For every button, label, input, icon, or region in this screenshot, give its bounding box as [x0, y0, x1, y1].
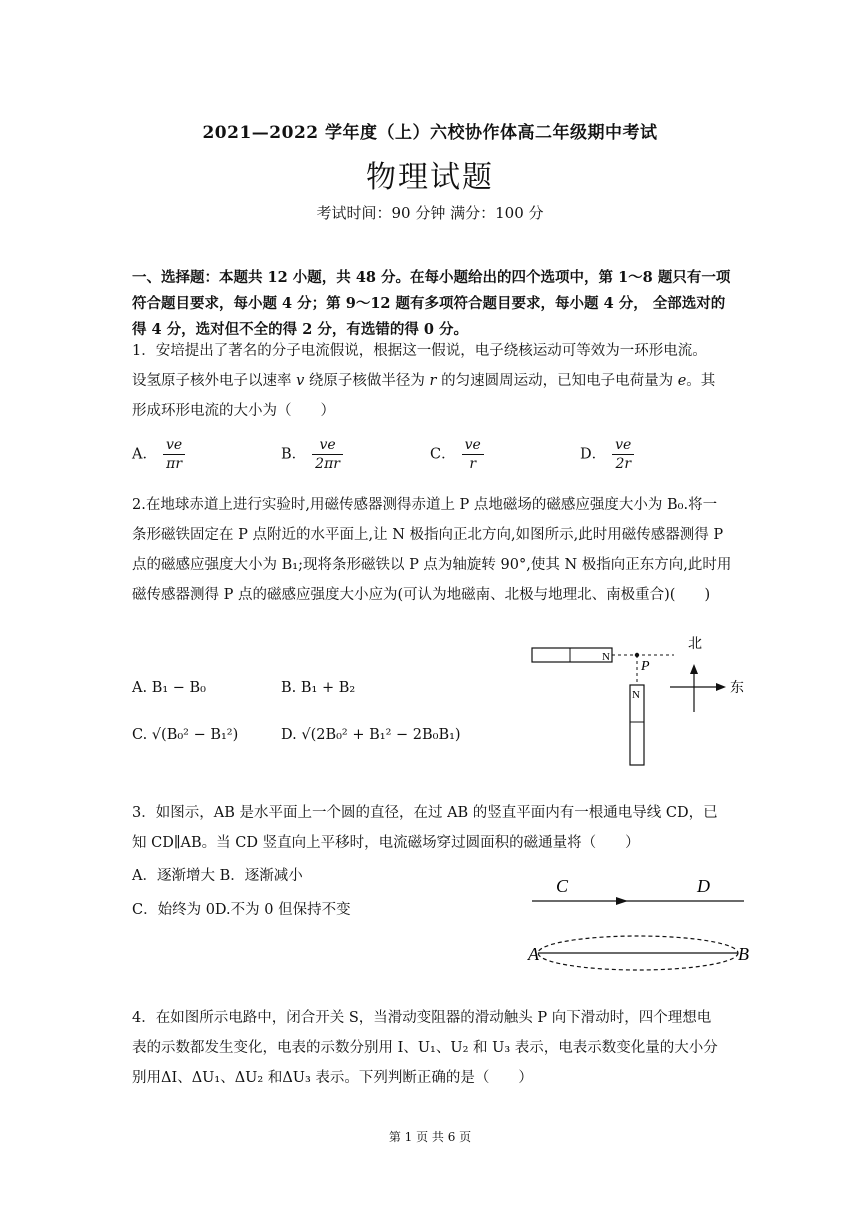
page-number: 第 1 页 共 6 页: [388, 1130, 472, 1144]
subject-title: 物理试题: [366, 160, 494, 195]
q2-line-1: 2.在地球赤道上进行实验时,用磁传感器测得赤道上 P 点地磁场的磁感应强度大小为 B₀.将一: [132, 497, 718, 513]
compass-east-label: 东: [730, 681, 744, 696]
current-arrow-icon: [616, 897, 628, 905]
label-c: C: [556, 876, 569, 896]
q2-line-3: 点的磁感应强度大小为 B₁;现将条形磁铁以 P 点为轴旋转 90°,使其 N 极指向正东方向,此时用: [132, 557, 732, 573]
exam-title: 2021—2022 学年度（上）六校协作体高二年级期中考试: [202, 123, 658, 143]
q4-line-3: 别用ΔI、ΔU₁、ΔU₂ 和ΔU₃ 表示。下列判断正确的是（ ）: [132, 1070, 533, 1086]
label-a: A: [528, 944, 539, 964]
compass-north-label: 北: [688, 637, 702, 652]
q2-magnet-figure: [526, 630, 776, 770]
question-3: [132, 798, 732, 858]
label-d: D: [697, 876, 710, 896]
horizontal-magnet-pole-label: N: [602, 651, 610, 663]
question-1: [132, 336, 732, 426]
point-p-label: P: [641, 659, 650, 674]
q3-options-cd: C．始终为 0D.不为 0 但保持不变: [132, 902, 351, 918]
question-2: [132, 490, 732, 610]
q1-option-a: A． $\frac{ve}{\pi r}$: [132, 436, 185, 473]
horizontal-magnet: [532, 648, 612, 663]
q2-option-c: C. √(B₀² − B₁²): [132, 727, 239, 743]
q1-line-1: 1．安培提出了著名的分子电流假说，根据这一假说，电子绕核运动可等效为一环形电流。: [132, 343, 707, 359]
compass-icon: [670, 636, 744, 712]
q2-option-d: D. √(2B₀² + B₁² − 2B₀B₁): [281, 727, 461, 743]
q1-line-3: 形成环形电流的大小为（ ）: [132, 403, 335, 419]
q1-option-c: C． $\frac{ve}{r}$: [430, 436, 484, 473]
q2-line-4: 磁传感器测得 P 点的磁感应强度大小应为(可认为地磁南、北极与地理北、南极重合)( ): [132, 587, 711, 603]
q2-line-2: 条形磁铁固定在 P 点附近的水平面上,让 N 极指向正北方向,如图所示,此时用磁传感器测得 P: [132, 527, 724, 543]
q1-option-b: B． $\frac{ve}{2\pi r}$: [281, 436, 343, 473]
q3-wire-circle-figure: [522, 870, 762, 980]
q1-option-d: D． $\frac{ve}{2r}$: [580, 436, 634, 473]
q4-line-1: 4．在如图所示电路中，闭合开关 S，当滑动变阻器的滑动触头 P 向下滑动时，四个理想电: [132, 1010, 712, 1026]
q3-line-1: 3．如图示，AB 是水平面上一个圆的直径，在过 AB 的竖直平面内有一根通电导线 CD，已: [132, 805, 718, 821]
section-instructions: 一、选择题：本题共 12 小题，共 48 分。在每小题给出的四个选项中，第 1～8 题只有一项符合题目要求，每小题 4 分；第 9～12 题有多项符合题目要求，每小题 4 分， 全部选对的得 4 分，选对但不全的得 2 分，有选错的得 0 分。: [132, 269, 731, 338]
label-b: B: [738, 944, 749, 964]
q2-option-a: A. B₁ − B₀: [132, 680, 206, 696]
vertical-magnet-pole-label: N: [632, 689, 640, 701]
question-4: [132, 1003, 732, 1093]
vertical-magnet: [630, 685, 644, 765]
q3-line-2: 知 CD∥AB。当 CD 竖直向上平移时，电流磁场穿过圆面积的磁通量将（ ）: [132, 835, 640, 851]
point-p-marker: [635, 653, 639, 657]
exam-info: 考试时间：90 分钟 满分：100 分: [316, 204, 544, 222]
q3-options-ab: A．逐渐增大 B．逐渐减小: [132, 868, 303, 884]
q2-option-b: B. B₁ + B₂: [281, 680, 356, 696]
q1-line-2: 设氢原子核外电子以速率 v 绕原子核做半径为 r 的匀速圆周运动，已知电子电荷量为 e。其: [132, 373, 716, 389]
q4-line-2: 表的示数都发生变化，电表的示数分别用 I、U₁、U₂ 和 U₃ 表示，电表示数变化量的大小分: [132, 1040, 718, 1056]
